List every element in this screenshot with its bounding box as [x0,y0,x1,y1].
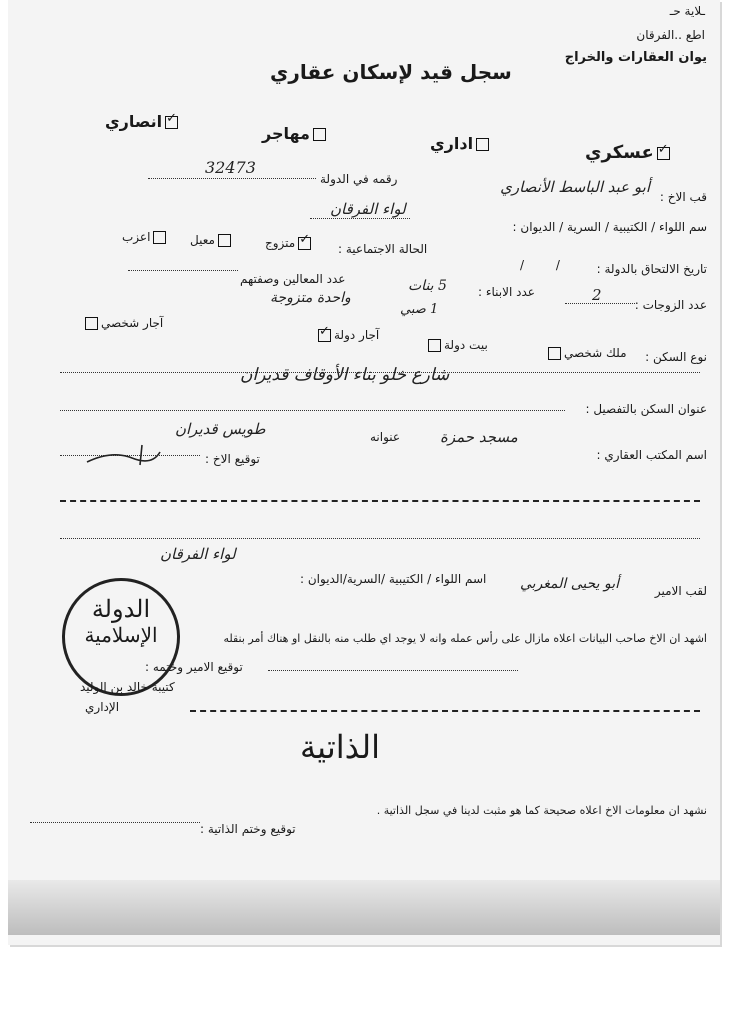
join-date-label: تاريخ الالتحاق بالدولة : [596,262,707,276]
office-value: مسجد حمزة [440,428,518,446]
address-label: عنوان السكن بالتفصيل : [585,402,707,416]
social-status-label: الحالة الاجتماعية : [338,242,428,256]
checkbox-supporter[interactable] [218,234,231,247]
office-address-value: طويس قديران [175,420,266,438]
personnel-heading: الذاتية [300,728,381,766]
checkbox-military[interactable] [657,147,670,160]
page-title: سجل قيد لإسكان عقاري [270,60,512,84]
office-address-label: عنوانه [370,430,401,444]
category-military[interactable]: ✓عسكري [585,142,673,163]
category-ansari[interactable]: ✓انصاري [105,112,181,131]
scan-shadow [8,880,720,935]
personnel-signature-line [30,822,200,823]
option-married[interactable]: ✓متزوج [265,236,314,250]
unit-line [310,218,410,219]
option-supporter[interactable]: معيل [190,233,234,247]
checkbox-private-owned[interactable] [548,347,561,360]
option-state-rent[interactable]: آجار دولة✓ [315,328,379,342]
checkbox-married[interactable] [298,237,311,250]
corner-line-1: ـلاية حـ [669,4,705,18]
separator-1 [60,500,700,502]
emir-unit-label: اسم اللواء / الكتيبية /السرية/الديوان : [300,572,487,586]
checkbox-state-house[interactable] [428,339,441,352]
checkbox-administrative[interactable] [476,138,489,151]
nickname-value: أبو عبد الباسط الأنصاري [500,178,650,196]
emir-statement: اشهد ان الاخ صاحب البيانات اعلاه مازال على رأس عمله وانه لا يوجد اي طلب منه بالنقل او هناك أمر بنقله [223,632,707,645]
emir-nick-label: لقب الامير [654,584,707,598]
option-private-owned[interactable]: ملك شخصي [545,346,627,360]
join-date-value: / / [520,258,574,272]
option-private-rent[interactable]: آجار شخصي [82,316,163,330]
unit-value: لواء الفرقان [330,200,406,218]
children-value: 5 بنات [408,278,447,294]
emir-signature-line [268,670,518,671]
address-value: شارع خلو بناء الأوقاف قديران [240,365,450,385]
state-number-label: رقمه في الدولة [320,172,398,186]
wives-value: 2 [592,286,602,304]
housing-type-label: نوع السكن : [645,350,707,364]
emir-signature-label: توقيع الامير وختمه : [145,660,243,674]
checkbox-single[interactable] [153,231,166,244]
admin-label: الإداري [85,700,120,714]
nickname-label: قب الاخ : [659,190,707,204]
state-number-value: 32473 [205,158,256,177]
dependents-label: عدد المعالين وصفتهم [240,272,346,286]
state-number-line [148,178,316,179]
corner-line-2: اطع ..الفرقان [636,28,705,42]
separator-2 [190,710,700,712]
checkbox-state-rent[interactable] [318,329,331,342]
office-label: اسم المكتب العقاري : [596,448,707,462]
option-state-house[interactable]: بيت دولة [425,338,488,352]
category-administrative[interactable]: اداري [430,134,492,153]
dependents-value: واحدة متزوجة [270,290,351,306]
battalion-name: كتيبة خالد بن الوليد [80,680,175,694]
option-single[interactable]: اعزب [122,230,169,244]
dependents-line [128,270,238,271]
children-label: عدد الابناء : [478,285,535,299]
address-line-2 [60,410,565,411]
emir-unit-value: لواء الفرقان [160,545,236,563]
official-stamp: الدولة الإسلامية [62,578,180,696]
blank-line [60,538,700,539]
brother-signature-label: توقيع الاخ : [205,452,260,466]
unit-label: سم اللواء / الكتيبية / السرية / الديوان : [512,220,707,234]
category-muhajir[interactable]: مهاجر [262,124,329,143]
personnel-signature-label: توقيع وختم الذاتية : [200,822,296,836]
checkbox-private-rent[interactable] [85,317,98,330]
checkbox-muhajir[interactable] [313,128,326,141]
children-extra: 1 صبي [400,302,439,317]
personnel-statement: نشهد ان معلومات الاخ اعلاه صحيحة كما هو مثبت لدينا في سجل الذاتية . [376,804,707,817]
emir-nick-value: أبو يحيى المغربي [520,576,620,592]
corner-line-3: يوان العقارات والخراج [564,50,707,65]
checkbox-ansari[interactable] [165,116,178,129]
wives-label: عدد الزوجات : [634,298,707,312]
address-line-1 [60,372,700,373]
brother-signature [82,440,162,470]
